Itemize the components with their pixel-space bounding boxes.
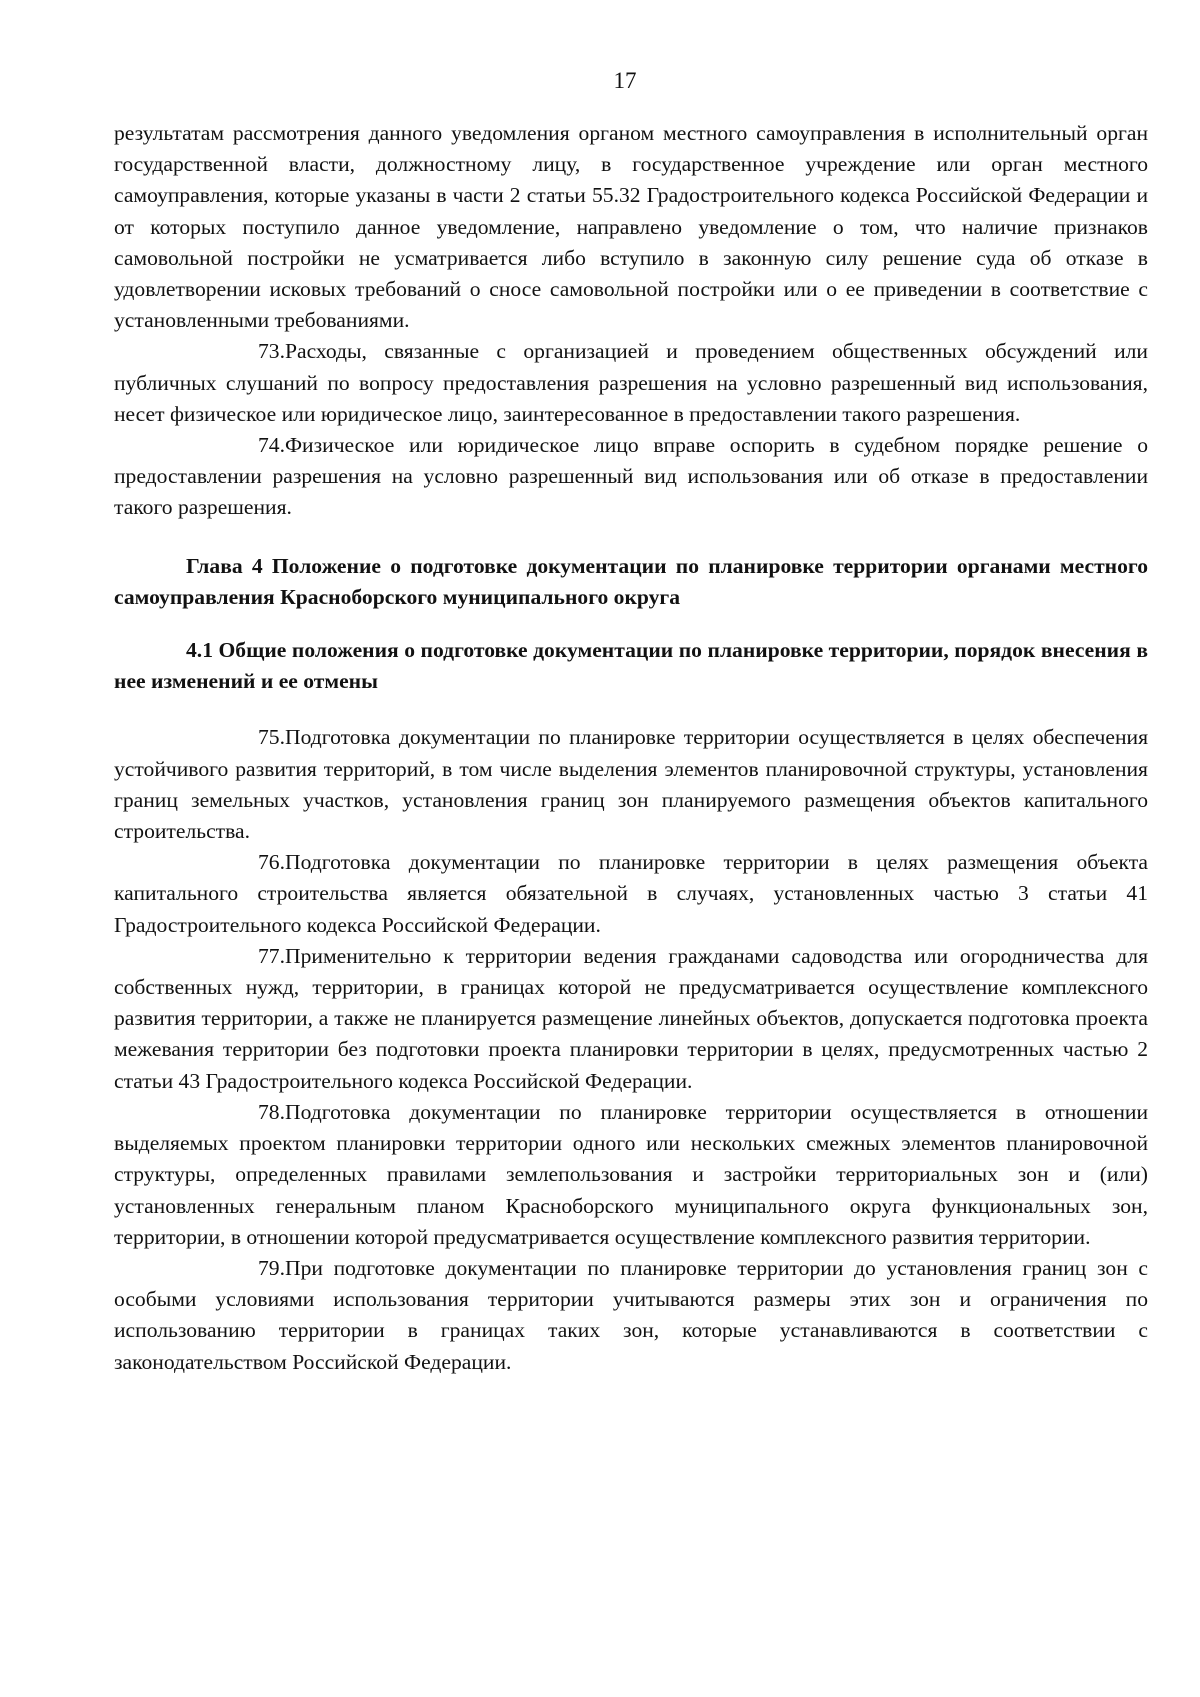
paragraph-number: 78. [258,1099,285,1124]
paragraph-text: Физическое или юридическое лицо вправе оспорить в судебном порядке решение о предоставлении разрешения на условно разрешенный вид использования или об отказе в предоставлении такого разрешения. [114,433,1148,520]
paragraph-text: Расходы, связанные с организацией и проведением общественных обсуждений или публичных слушаний по вопросу предоставления разрешения на условно разрешенный вид использования, несет физическое или юридическое лицо, заинтересованное в предоставлении такого разрешения. [114,339,1148,426]
paragraph-number: 77. [258,943,285,968]
paragraph-text: Подготовка документации по планировке территории осуществляется в целях обеспечения устойчивого развития территорий, в том числе выделения элементов планировочной структуры, установления границ земельных участков, установления границ зон планируемого размещения объектов капитального строительства. [114,725,1148,844]
paragraph-76 [114,847,1148,941]
paragraph-text: Подготовка документации по планировке территории в целях размещения объекта капитального строительства является обязательной в случаях, установленных частью 3 статьи 41 Градостроительного кодекса Российской Федерации. [114,850,1148,937]
paragraph-number: 73. [258,339,285,364]
paragraph-number: 79. [258,1255,285,1280]
paragraph-79 [114,1253,1148,1378]
intro-paragraph: результатам рассмотрения данного уведомления органом местного самоуправления в исполнительный орган государственной власти, должностному лицу, в государственное учреждение или орган местного самоуправления, которые указаны в части 2 статьи 55.32 Градостроительного кодекса Российской Федерации и от которых поступило данное уведомление, направлено уведомление о том, что наличие признаков самовольной постройки не усматривается либо вступило в законную силу решение суда об отказе в удовлетворении исковых требований о сносе самовольной постройки или о ее приведении в соответствие с установленными требованиями. [114,121,1148,333]
paragraph-73 [114,336,1148,430]
paragraph-75 [114,722,1148,847]
paragraph-78 [114,1097,1148,1253]
paragraph-number: 76. [258,850,285,875]
chapter-heading: Глава 4 Положение о подготовке документации по планировке территории органами местного самоуправления Красноборского муниципального округа [114,553,1148,609]
paragraph-74 [114,430,1148,524]
paragraph-text: При подготовке документации по планировке территории до установления границ зон с особыми условиями использования территории учитываются размеры этих зон и ограничения по использованию территории в границах таких зон, которые устанавливаются в соответствии с законодательством Российской Федерации. [114,1255,1148,1374]
document-page [114,66,1148,1378]
paragraph-number: 74. [258,433,285,458]
paragraph-text: Подготовка документации по планировке территории осуществляется в отношении выделяемых проектом планировки территории одного или нескольких смежных элементов планировочной структуры, определенных правилами землепользования и застройки территориальных зон и (или) установленных генеральным планом Красноборского муниципального округа функциональных зон, территории, в отношении которой предусматривается осуществление комплексного развития территории. [114,1099,1148,1249]
paragraph-77 [114,941,1148,1097]
section-heading: 4.1 Общие положения о подготовке документации по планировке территории, порядок внесения в нее изменений и ее отмены [114,638,1148,694]
paragraph-text: Применительно к территории ведения гражданами садоводства или огородничества для собственных нужд, территории, в границах которой не предусматривается осуществление комплексного развития территории, а также не планируется размещение линейных объектов, допускается подготовка проекта межевания территории без подготовки проекта планировки территории в целях, предусмотренных частью 2 статьи 43 Градостроительного кодекса Российской Федерации. [114,943,1148,1093]
paragraph-number: 75. [258,725,285,750]
page-number: 17 [613,68,637,93]
section-spacer [114,697,1148,722]
